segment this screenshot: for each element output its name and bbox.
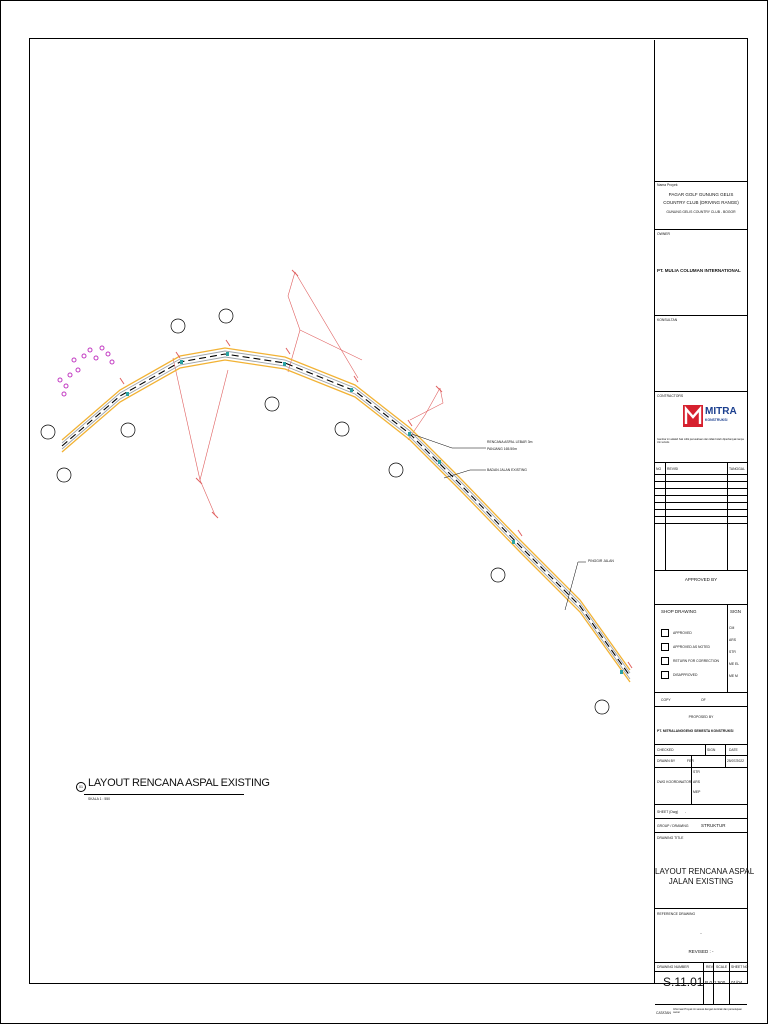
drawing-number-bubble: 01 (76, 782, 86, 792)
group-label: GROUP / DRAWING (657, 824, 689, 828)
of-label: OF (701, 698, 706, 702)
date-label: DATE (729, 748, 738, 752)
revision-table (655, 463, 747, 582)
group-value: STRUKTUR (701, 823, 726, 828)
code-me-el: ME EL (729, 662, 740, 666)
rev-label: REV (706, 965, 713, 969)
owner-cell (655, 230, 747, 316)
note-cell (655, 1005, 747, 1023)
konsultan-label: KONSULTAN (657, 318, 678, 322)
proposed-by-label: PROPOSED BY (688, 715, 714, 719)
drawn-date: 25/07/2022 (727, 759, 744, 763)
badan-jalan-label: BADAN JALAN EXISTING (487, 468, 527, 472)
rev-header-tanggal: TANGGAL (729, 467, 745, 471)
sheet-value: - (685, 810, 687, 814)
owner-label: OWNER (657, 232, 670, 236)
title-underline (84, 794, 244, 795)
approved-by-label: APPROVED BY (684, 577, 718, 582)
coord-ars: ARS (693, 780, 700, 784)
logo-text-konstruksi: KONSTRUKSI (705, 418, 728, 422)
copy-cell (655, 693, 747, 707)
coord-mep: MEP (693, 790, 701, 794)
project-label: Nama Proyek (657, 183, 678, 187)
code-str: STR (729, 650, 736, 654)
drawing-title: LAYOUT RENCANA ASPAL EXISTING (88, 777, 270, 789)
approval-approved-as-noted[interactable]: APPROVED AS NOTED (661, 643, 710, 651)
code-ars: ARS (729, 638, 736, 642)
aspal-note-line1: RENCANA ASPAL LEBAR 3m (487, 440, 533, 444)
drawing-title-label: DRAWING TITLE (657, 836, 684, 840)
coord-str: STR (693, 770, 700, 774)
note-text: Informasi Proyek ini sesuai dengan kontrak dan persetujuan owner (673, 1008, 742, 1015)
pole-markers (41, 309, 609, 714)
sheet-no-value: 01/04 (731, 980, 743, 985)
aspal-note-line2: PANJANG 165.50m (487, 447, 517, 451)
logo-area-blank (655, 40, 747, 182)
reference-value: - (700, 931, 702, 936)
sign-label: SIGN (730, 609, 742, 614)
drawing-title-line1: LAYOUT RENCANA ASPAL (655, 867, 755, 876)
drawn-by-name: FER (687, 759, 694, 763)
contractor-cell (655, 392, 747, 463)
owner-name: PT. MULIA COLUMAN INTERNATIONAL (657, 268, 741, 273)
mitra-logo-mark (683, 405, 703, 427)
code-me-m: ME M (729, 674, 738, 678)
proposer-name: PT. MITRALANGGENG SEMESTA KONSTRUKSI (657, 729, 734, 733)
survey-lines (173, 272, 443, 515)
reference-cell (655, 909, 747, 963)
road (62, 348, 630, 682)
project-cell (655, 182, 747, 230)
checked-cell (655, 745, 747, 805)
drawing-number-label: DRAWING NUMBER (657, 965, 689, 969)
code-cm: CM (729, 626, 735, 630)
sheet-no-label: SHEET NO (731, 965, 749, 969)
contractors-label: CONTRACTORS (657, 394, 684, 398)
group-cell (655, 819, 747, 833)
coordinator-label: DWG KOORDINATOR (657, 780, 692, 784)
plant-symbols (58, 346, 114, 396)
shop-drawing-label: SHOP DRAWING (661, 609, 697, 614)
drawing-scale: SKALA 1 : 550 (88, 797, 111, 801)
checked-label: CHECKED (657, 748, 674, 752)
title-block (654, 40, 755, 1015)
revised-label: REVISED : - (688, 949, 714, 954)
sign-short-label: SIGN (707, 748, 716, 752)
reference-label: REFERENCE DRAWING (657, 912, 696, 916)
pinggir-jalan-label: PINGGIR JALAN (588, 559, 614, 563)
approval-approved[interactable]: APPROVED (661, 629, 692, 637)
drawing-title-cell (655, 833, 755, 909)
drawing-title-line2: JALAN EXISTING (668, 877, 734, 886)
sheet-cell (655, 805, 747, 819)
logo-text-mitra: MITRA (705, 406, 737, 417)
copy-label: COPY (661, 698, 671, 702)
note-label: CATATAN (656, 1011, 671, 1015)
scale-label: SCALE (716, 965, 728, 969)
konsultan-cell (655, 316, 747, 392)
rev-header-no: NO (656, 467, 662, 471)
number-cell (655, 963, 747, 1005)
project-location: GUNUNG GELIS COUNTRY CLUB - BOGOR (666, 210, 736, 214)
station-ticks (120, 270, 632, 668)
approval-disapproved[interactable]: DISAPPROVED (661, 671, 698, 679)
project-name-1: PAGAR GOLF GUNUNG GELIS (668, 192, 734, 197)
sheet-label: SHEET (Dwg) (657, 810, 679, 814)
project-name-2: COUNTRY CLUB (DRIVING RANGE) (663, 200, 739, 205)
approval-return-correction[interactable]: RETURN FOR CORRECTION (661, 657, 719, 665)
rev-value: R.0 (705, 980, 713, 985)
drawing-number: S.11.01 (663, 975, 704, 989)
drawn-by-label: DRAWN BY (657, 759, 676, 763)
proposed-cell (655, 707, 747, 745)
rev-header-revisi: REVISI (667, 467, 679, 471)
approval-cell (655, 571, 747, 693)
scale-value: 1:500 (714, 980, 726, 985)
contractor-note: Gambar ini adalah hak milik perusahaan dan tidak boleh diperbanyak tanpa izin tertulis (657, 438, 744, 445)
